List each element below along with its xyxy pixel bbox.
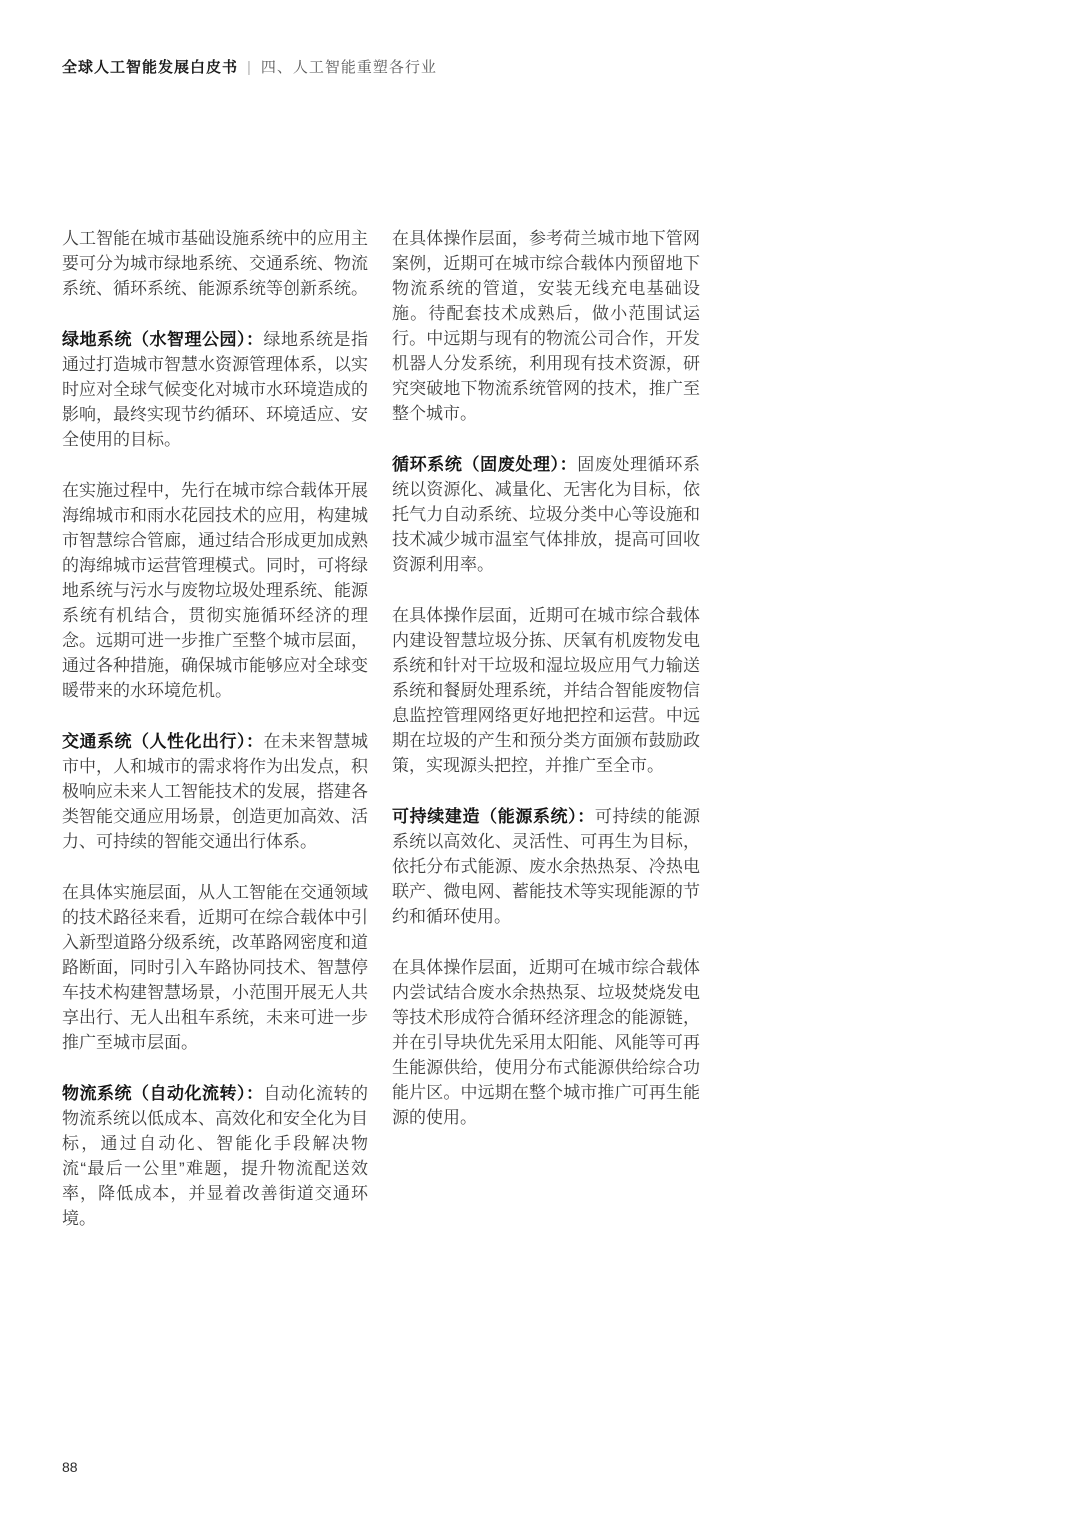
paragraph-text: 在实施过程中，先行在城市综合载体开展海绵城市和雨水花园技术的应用，构建城市智慧综合管廊，通过结合形成更加成熟的海绵城市运营管理模式。同时，可将绿地系统与污水与废物垃圾处理系统、能源系统有机结合，贯彻实施循环经济的理念。远期可进一步推广至整个城市层面，通过各种措施，确保城市能够应对全球变暖带来的水环境危机。 [62, 481, 368, 700]
paragraph-text: 人工智能在城市基础设施系统中的应用主要可分为城市绿地系统、交通系统、物流系统、循环系统、能源系统等创新系统。 [62, 229, 368, 298]
right-column [392, 226, 700, 1257]
paragraph-text: 在具体操作层面，近期可在城市综合载体内建设智慧垃圾分拣、厌氧有机废物发电系统和针对干垃圾和湿垃圾应用气力输送系统和餐厨处理系统，并结合智能废物信息监控管理网络更好地把控和运营。中远期在垃圾的产生和预分类方面颁布鼓励政策，实现源头把控，并推广至全市。 [392, 606, 700, 775]
paragraph-text: 在未来智慧城市中，人和城市的需求将作为出发点，积极响应未来人工智能技术的发展，搭建各类智能交通应用场景，创造更加高效、活力、可持续的智能交通出行体系。 [62, 732, 368, 851]
paragraph-text: 在具体操作层面，近期可在城市综合载体内尝试结合废水余热热泵、垃圾焚烧发电等技术形成符合循环经济理念的能源链，并在引导块优先采用太阳能、风能等可再生能源供给，使用分布式能源供给综合功能片区。中远期在整个城市推广可再生能源的使用。 [392, 958, 700, 1127]
paragraph-lead: 循环系统（固废处理）： [392, 455, 578, 474]
paragraph-text: 自动化流转的物流系统以低成本、高效化和安全化为目标，通过自动化、智能化手段解决物流“最后一公里”难题，提升物流配送效率，降低成本，并显着改善街道交通环境。 [62, 1084, 368, 1228]
paragraph [62, 226, 368, 301]
paragraph [392, 603, 700, 778]
header-divider: | [247, 59, 252, 76]
paragraph [62, 729, 368, 854]
paragraph [392, 452, 700, 577]
page-header [62, 56, 437, 77]
page-number: 88 [62, 1459, 78, 1475]
content-columns [62, 226, 700, 1257]
paragraph-text: 在具体操作层面，参考荷兰城市地下管网案例，近期可在城市综合载体内预留地下物流系统的管道，安装无线充电基础设施。待配套技术成熟后，做小范围试运行。中远期与现有的物流公司合作，开发机器人分发系统，利用现有技术资源，研究突破地下物流系统管网的技术，推广至整个城市。 [392, 229, 700, 423]
section-title: 四、人工智能重塑各行业 [260, 59, 437, 76]
whitepaper-title: 全球人工智能发展白皮书 [62, 59, 239, 76]
left-column [62, 226, 368, 1257]
paragraph [62, 478, 368, 703]
paragraph [62, 327, 368, 452]
paragraph [62, 880, 368, 1055]
paragraph-lead: 物流系统（自动化流转）： [62, 1084, 264, 1103]
paragraph-lead: 绿地系统（水智理公园）： [62, 330, 264, 349]
paragraph-text: 绿地系统是指通过打造城市智慧水资源管理体系，以实时应对全球气候变化对城市水环境造成的影响，最终实现节约循环、环境适应、安全使用的目标。 [62, 330, 368, 449]
paragraph-text: 在具体实施层面，从人工智能在交通领域的技术路径来看，近期可在综合载体中引入新型道路分级系统，改革路网密度和道路断面，同时引入车路协同技术、智慧停车技术构建智慧场景，小范围开展无人共享出行、无人出租车系统，未来可进一步推广至城市层面。 [62, 883, 368, 1052]
paragraph [392, 804, 700, 929]
paragraph [392, 955, 700, 1130]
paragraph [62, 1081, 368, 1231]
paragraph-lead: 可持续建造（能源系统）： [392, 807, 595, 826]
paragraph-lead: 交通系统（人性化出行）： [62, 732, 264, 751]
paragraph [392, 226, 700, 426]
paragraph-text: 可持续的能源系统以高效化、灵活性、可再生为目标，依托分布式能源、废水余热热泵、冷热电联产、微电网、蓄能技术等实现能源的节约和循环使用。 [392, 807, 701, 926]
paragraph-text: 固废处理循环系统以资源化、减量化、无害化为目标，依托气力自动系统、垃圾分类中心等设施和技术减少城市温室气体排放，提高可回收资源利用率。 [392, 455, 701, 574]
